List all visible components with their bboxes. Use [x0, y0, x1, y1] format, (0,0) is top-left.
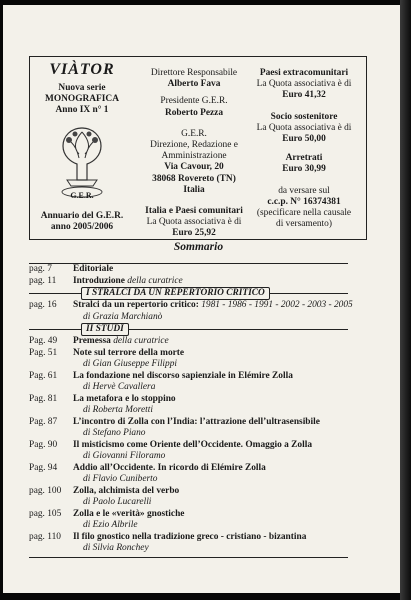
director-name: Alberto Fava	[167, 79, 221, 90]
toc-title: Il misticismo come Oriente dell’Occidente. Omaggio a Zolla	[73, 439, 313, 450]
table-of-contents	[29, 263, 353, 558]
toc-title: L’incontro di Zolla con l’India: l’attrazione dell’ultrasensibile	[73, 416, 320, 427]
toc-title-suffix: 1981 - 1986 - 1991 - 2002 - 2003 - 2005	[198, 300, 353, 310]
masthead-left	[36, 61, 128, 233]
section-divider	[29, 287, 348, 300]
masthead-center	[138, 68, 250, 240]
toc-title: Premessa	[73, 336, 111, 346]
quota-italia-amount: Euro 25,92	[172, 228, 216, 239]
toc-entry	[29, 348, 348, 360]
quota-extra-amount: Euro 41,32	[282, 90, 326, 101]
country-label: Italia	[183, 184, 205, 195]
director-role: Direttore Responsabile	[150, 68, 238, 78]
toc-page-number: pag. 100	[29, 485, 62, 496]
toc-title: La metafora e lo stoppino	[73, 393, 176, 404]
monografica-label: MONOGRAFICA	[45, 94, 119, 105]
toc-entry	[29, 300, 353, 312]
section-label: I STRALCI DA UN REPERTORIO CRITICO	[81, 287, 270, 300]
toc-entry	[29, 463, 348, 475]
toc-page-number: Pag. 90	[29, 439, 58, 450]
toc-title: Note sul terrore della morte	[73, 347, 185, 358]
crest-tree-icon	[53, 120, 111, 200]
org-line-2: Amministrazione	[161, 151, 227, 162]
org-name: G.E.R.	[181, 128, 207, 139]
arretrati-title: Arretrati	[285, 153, 323, 164]
toc-title: Stralci da un repertorio critico:	[73, 300, 199, 310]
toc-entry	[29, 417, 348, 429]
toc-entry	[29, 394, 348, 406]
toc-page-number: Pag. 87	[29, 416, 58, 427]
toc-author: di Gian Giuseppe Filippi	[83, 359, 178, 369]
quota-italia-line: La Quota associativa è di	[146, 217, 242, 228]
toc-author: di Flavio Cuniberto	[83, 474, 158, 484]
payment-line-1: da versare sul	[278, 185, 330, 196]
socio-amount: Euro 50,00	[282, 134, 326, 145]
toc-entry	[29, 440, 348, 452]
series-label: Nuova serie	[58, 83, 106, 93]
quota-extra-line: La Quota associativa è di	[256, 79, 352, 90]
toc-author: di Stefano Piano	[83, 428, 146, 438]
arretrati-amount: Euro 30,99	[282, 164, 326, 175]
quota-italia-title: Italia e Paesi comunitari	[145, 206, 243, 217]
toc-entry	[29, 336, 348, 348]
toc-title: Il filo gnostico nella tradizione greco - cristiano - bizantina	[73, 531, 307, 542]
toc-title: Addio all’Occidente. In ricordo di Elémire Zolla	[73, 462, 266, 473]
quota-extra-title: Paesi extracomunitari	[259, 68, 349, 78]
payment-line-4: di versamento)	[276, 219, 332, 230]
toc-title: Introduzione	[73, 275, 125, 286]
toc-author: di Paolo Lucarelli	[83, 497, 152, 507]
issue-label: Anno IX n° 1	[55, 105, 109, 116]
toc-entry	[29, 371, 348, 383]
toc-page-number: pag. 110	[29, 531, 61, 542]
toc-page-number: pag. 7	[29, 264, 52, 274]
toc-entry	[29, 276, 348, 288]
toc-page-number: Pag. 61	[29, 370, 58, 381]
toc-author: di Hervè Cavallera	[83, 382, 156, 392]
toc-entry	[29, 532, 348, 544]
toc-page-number: pag. 105	[29, 508, 62, 519]
toc-author: di Ezio Albrile	[83, 520, 138, 530]
section-divider	[29, 323, 348, 336]
toc-page-number: Pag. 94	[29, 462, 58, 473]
toc-title: Zolla e le «verità» gnostiche	[73, 508, 185, 519]
masthead-right	[248, 68, 360, 230]
annuario-label: Annuario del G.E.R.	[40, 210, 124, 221]
sommario-heading: Sommario	[173, 241, 224, 253]
payment-line-3: (specificare nella causale	[256, 208, 352, 219]
president-role: Presidente G.E.R.	[160, 96, 228, 107]
section-label: II STUDI	[81, 323, 129, 336]
toc-entry	[29, 486, 348, 498]
crest-label: G.E.R.	[70, 190, 94, 200]
toc-author: di Roberta Moretti	[83, 405, 153, 415]
logo-title: VIÀTOR	[49, 61, 115, 78]
president-name: Roberto Pezza	[164, 107, 224, 118]
address-line-1: Via Cavour, 20	[164, 162, 224, 173]
toc-page-number: Pag. 49	[29, 336, 58, 346]
section-rule	[29, 329, 348, 330]
toc-bottom-rule	[29, 557, 348, 558]
book-spine	[400, 0, 411, 600]
toc-page-number: Pag. 51	[29, 347, 58, 358]
socio-line: La Quota associativa è di	[256, 122, 352, 133]
toc-title-suffix: della curatrice	[110, 336, 169, 346]
toc-author: di Giovanni Filoramo	[83, 451, 166, 461]
toc-title-suffix: della curatrice	[124, 275, 183, 286]
toc-title: La fondazione nel discorso sapienziale in Elémire Zolla	[73, 370, 293, 381]
toc-title: Zolla, alchimista del verbo	[73, 485, 180, 496]
address-line-2: 38068 Rovereto (TN)	[152, 173, 236, 184]
year-label: anno 2005/2006	[50, 222, 114, 233]
toc-page-number: pag. 11	[29, 275, 57, 286]
toc-page-number: Pag. 81	[29, 393, 58, 404]
toc-title: Editoriale	[73, 264, 114, 274]
toc-entry	[29, 264, 348, 276]
toc-author: di Silvia Ronchey	[83, 543, 149, 553]
socio-title: Socio sostenitore	[270, 111, 338, 122]
org-line-1: Direzione, Redazione e	[150, 140, 238, 151]
payment-account: c.c.p. N° 16374381	[267, 196, 341, 207]
toc-page-number: pag. 16	[29, 300, 57, 310]
toc-author: di Grazia Marchianò	[83, 311, 163, 322]
toc-entry	[29, 509, 348, 521]
